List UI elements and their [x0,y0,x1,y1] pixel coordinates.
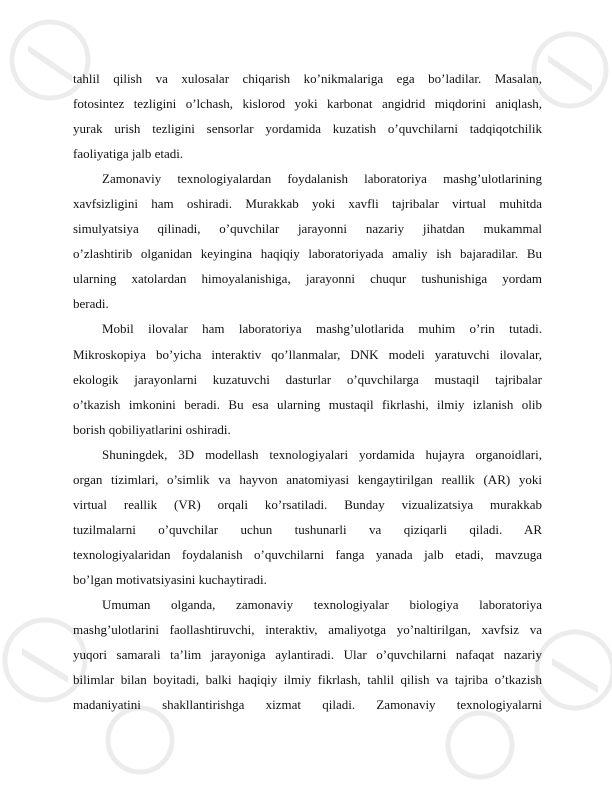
text-line: simulyatsiya qilinadi, o’quvchilar jarayonni nazariy jihatdan mukammal [73,221,542,237]
text-line: mashg’ulotlarini faollashtiruvchi, interaktiv, amaliyotga yo’naltirilgan, xavfsiz va [73,622,542,638]
text-line: tuzilmalarni o’quvchilar uchun tushunarli va qiziqarli qiladi. AR [73,521,542,537]
text-line: yuqori samarali ta’lim jarayoniga aylantiradi. Ular o’quvchilarni nafaqat nazariy [73,647,542,663]
text-line: borish qobiliyatlarini oshiradi. [73,421,231,437]
text-line: beradi. [73,296,109,312]
text-line: texnologiyalaridan foydalanish o’quvchilarni fanga yanada jalb etadi, mavzuga [73,546,542,562]
text-line: organ tizimlari, o’simlik va hayvon anatomiyasi kengaytirilgan reallik (AR) yoki [73,471,542,487]
text-line: virtual reallik (VR) orqali ko’rsatiladi. Bunday vizualizatsiya murakkab [73,496,542,512]
text-line: Mikroskopiya bo’yicha interaktiv qo’llanmalar, DNK modeli yaratuvchi ilovalar, [73,346,542,362]
text-line: xavfsizligini ham oshiradi. Murakkab yoki xavfli tajribalar virtual muhitda [73,196,542,212]
text-line: Umuman olganda, zamonaviy texnologiyalar biologiya laboratoriya [102,596,542,612]
text-line: o’zlashtirib olganidan keyingina haqiqiy laboratoriyada amaliy ish bajaradilar. Bu [73,246,542,262]
text-line: bo’lgan motivatsiyasini kuchaytiradi. [73,571,267,587]
text-line: Mobil ilovalar ham laboratoriya mashg’ulotlarida muhim o’rin tutadi. [102,321,542,337]
text-line: yurak urish tezligini sensorlar yordamida kuzatish o’quvchilarni tadqiqotchilik [73,121,542,137]
text-line: madaniyatini shakllantirishga xizmat qiladi. Zamonaviy texnologiyalarni [73,697,542,713]
document-body [73,66,542,717]
text-line: faoliyatiga jalb etadi. [73,146,184,162]
text-line: fotosintez tezligini o’lchash, kislorod yoki karbonat angidrid miqdorini aniqlash, [73,96,542,112]
text-line: bilimlar bilan boyitadi, balki haqiqiy ilmiy fikrlash, tahlil qilish va tajriba o’tkazish [73,672,542,688]
text-line: ekologik jarayonlarni kuzatuvchi dasturlar o’quvchilarga mustaqil tajribalar [73,371,542,387]
text-line: Shuningdek, 3D modellash texnologiyalari yordamida hujayra organoidlari, [102,446,542,462]
text-line: o’tkazish imkonini beradi. Bu esa ularning mustaqil fikrlashi, ilmiy izlanish olib [73,396,542,412]
text-line: ularning xatolardan himoyalanishiga, jarayonni chuqur tushunishiga yordam [73,271,542,287]
text-line: Zamonaviy texnologiyalardan foydalanish laboratoriya mashg’ulotlarining [102,171,542,187]
text-line: tahlil qilish va xulosalar chiqarish ko’nikmalariga ega bo’ladilar. Masalan, [73,71,542,86]
